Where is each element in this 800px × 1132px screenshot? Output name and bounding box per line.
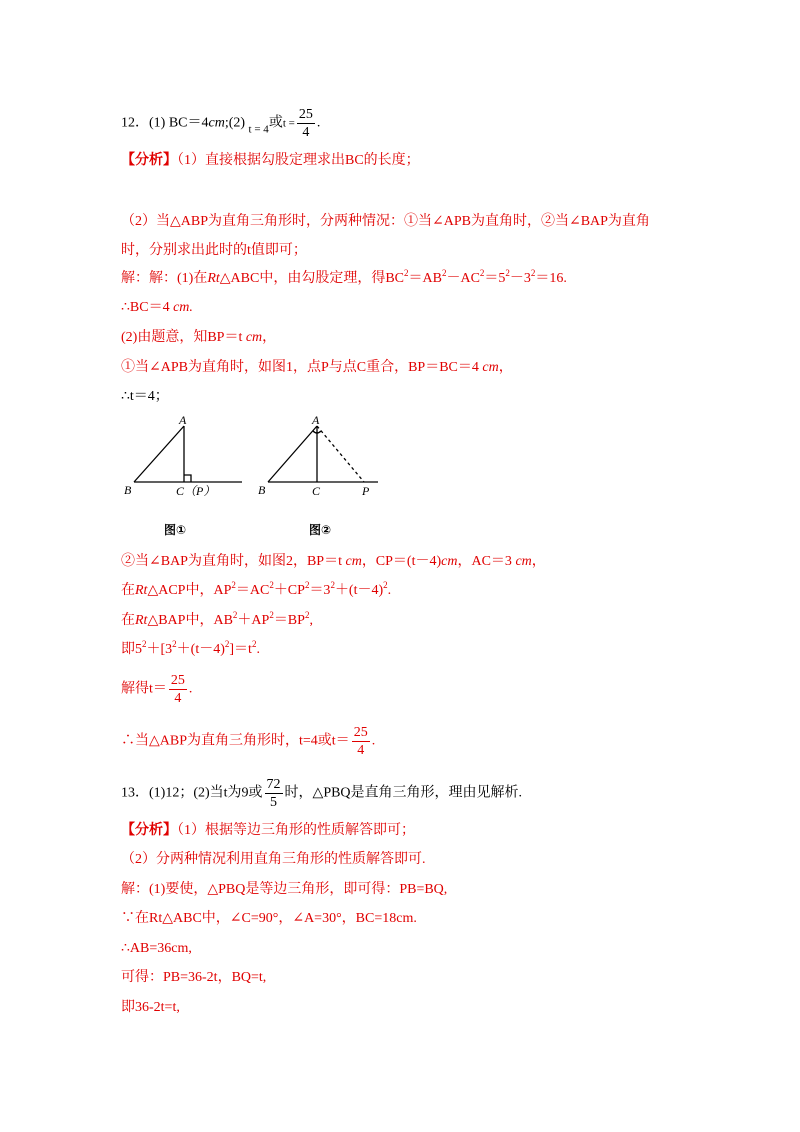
text: ②当∠BAP为直角时，如图2，BP＝t <box>121 554 346 569</box>
label-cp: C（P） <box>176 484 216 498</box>
text: ，CP＝(t－4) <box>361 554 442 569</box>
sup: 2 <box>479 268 485 278</box>
triangle-figures <box>118 410 398 545</box>
sup: 2 <box>251 639 257 649</box>
sup: 2 <box>330 580 335 590</box>
text: . <box>188 681 193 697</box>
text: 13．(1)12；(2)当t为9或 <box>121 785 263 801</box>
text: Rt <box>207 271 220 286</box>
solution-line <box>121 641 260 659</box>
text: 解：解：(1)在 <box>121 271 208 286</box>
solution-line: 即36-2t=t, <box>121 1000 180 1015</box>
text: ＋AP <box>237 613 270 628</box>
denominator: 5 <box>270 795 278 810</box>
analysis-line: （2）分两种情况利用直角三角形的性质解答即可. <box>121 852 426 867</box>
solution-line <box>121 329 276 347</box>
q12-or: 或 <box>268 115 283 131</box>
text: －3 <box>509 271 531 286</box>
analysis-tag: 【分析】 <box>121 153 177 168</box>
analysis-tag: 【分析】 <box>121 823 177 838</box>
fig1-caption: 图① <box>164 523 187 537</box>
text: ∴BC＝4 <box>121 300 174 315</box>
solution-line <box>121 582 391 600</box>
fig1-right-angle <box>184 475 191 482</box>
text: 时，△PBQ是直角三角形，理由见解析. <box>284 785 523 801</box>
fraction <box>297 106 315 141</box>
label-a: A <box>312 413 320 427</box>
text: 在 <box>121 583 135 598</box>
text: 在 <box>121 613 135 628</box>
analysis-text: （1）直接根据勾股定理求出BC的长度； <box>177 153 420 168</box>
sup: 2 <box>172 639 177 649</box>
fig2-ap-dashed <box>317 426 364 482</box>
q13-answer <box>121 776 522 811</box>
text: (2)由题意，知BP＝t <box>121 330 246 345</box>
solution-line: 可得：PB=36-2t，BQ=t, <box>121 970 267 985</box>
text: , <box>309 613 313 628</box>
denominator: 4 <box>174 691 182 706</box>
solution-line <box>121 270 567 288</box>
numerator: 25 <box>353 725 368 740</box>
text: Rt <box>135 583 148 598</box>
text: ①当∠APB为直角时，如图1，点P与点C重合，BP＝BC＝4 <box>121 360 483 375</box>
solution-line: ∴t＝4； <box>121 389 169 404</box>
label-a: A <box>179 413 187 427</box>
q12-answer <box>121 106 320 141</box>
label-b: B <box>258 483 266 497</box>
sup: 2 <box>224 639 230 649</box>
solution-line <box>121 553 546 571</box>
sup: 2 <box>505 268 510 278</box>
solution-line: 解：(1)要使，△PBQ是等边三角形，即可得：PB=BQ, <box>121 882 448 897</box>
denominator: 4 <box>302 125 310 140</box>
text: 即5 <box>121 642 142 657</box>
figure-svg <box>118 410 398 545</box>
analysis-line <box>121 822 415 840</box>
solution-line <box>121 672 192 707</box>
solution-line <box>121 724 375 759</box>
q12-t4: t = 4 <box>248 123 269 136</box>
text: ＋(t－4) <box>334 583 384 598</box>
fig2-ab-line <box>268 426 317 482</box>
text: . <box>256 642 260 657</box>
text: ]＝t <box>229 642 252 657</box>
text: ＋(t－4) <box>176 642 225 657</box>
analysis-line <box>121 152 420 170</box>
fig2-caption: 图② <box>309 523 332 537</box>
q12-t: t = <box>282 117 295 130</box>
solution-line <box>121 299 193 317</box>
sup: 2 <box>232 610 238 620</box>
text: ， <box>262 330 277 345</box>
sup: 2 <box>269 580 274 590</box>
fraction <box>265 776 283 811</box>
text: ， <box>498 360 513 375</box>
text: ＝AC <box>235 583 270 598</box>
solution-line: ∵在Rt△ABC中，∠C=90°，∠A=30°，BC=18cm. <box>121 911 417 926</box>
text: . <box>371 733 376 749</box>
sup: 2 <box>441 268 447 278</box>
analysis-line: （2）当△ABP为直角三角形时，分两种情况：①当∠APB为直角时，②当∠BAP为直角 <box>121 214 650 229</box>
label-c: C <box>312 484 321 498</box>
text: . <box>387 583 392 598</box>
text: △ACP中，AP <box>147 583 232 598</box>
fraction <box>169 672 187 707</box>
text: ＝3 <box>309 583 331 598</box>
text: △ABC中，由勾股定理，得BC <box>219 271 405 286</box>
numerator: 72 <box>266 777 281 792</box>
label-p: P <box>362 484 370 498</box>
q12-text: 12．(1) BC＝4 <box>121 115 209 131</box>
sup: 2 <box>304 610 310 620</box>
text: 解得t＝ <box>121 681 167 697</box>
text: ， <box>531 554 546 569</box>
sup: 2 <box>231 580 236 590</box>
unit: cm. <box>173 300 193 315</box>
solution-line: ∴AB=36cm, <box>121 941 192 956</box>
sup: 2 <box>530 268 536 278</box>
unit: cm <box>245 330 263 345</box>
denominator: 4 <box>357 743 365 758</box>
text: ，AC＝3 <box>457 554 516 569</box>
unit: cm <box>482 360 499 375</box>
sup: 2 <box>304 580 310 590</box>
text: ＝BP <box>273 613 305 628</box>
unit: cm <box>515 554 532 569</box>
text: Rt <box>135 613 148 628</box>
unit: cm <box>208 115 225 131</box>
q12-text: ;(2) <box>224 115 246 131</box>
solution-line <box>121 359 513 377</box>
text: ＋CP <box>273 583 305 598</box>
analysis-text: （1）根据等边三角形的性质解答即可； <box>177 823 415 838</box>
analysis-line: 时，分别求出此时的t值即可； <box>121 243 307 258</box>
fig1-ab-line <box>134 426 184 482</box>
period: . <box>316 115 321 131</box>
fraction <box>352 724 370 759</box>
solution-line <box>121 612 313 630</box>
numerator: 25 <box>298 107 313 122</box>
text: △BAP中，AB <box>147 613 233 628</box>
text: ＝AB <box>408 271 442 286</box>
unit: cm <box>345 554 362 569</box>
numerator: 25 <box>170 673 185 688</box>
sup: 2 <box>404 268 409 278</box>
text: ＝5 <box>484 271 506 286</box>
label-b: B <box>124 483 132 497</box>
text: －AC <box>446 271 480 286</box>
unit: cm <box>441 554 458 569</box>
sup: 2 <box>142 639 147 649</box>
sup: 2 <box>269 610 274 620</box>
text: ＝16. <box>535 271 567 286</box>
text: ∴当△ABP为直角三角形时，t=4或t＝ <box>121 733 350 749</box>
text: ＋[3 <box>146 642 173 657</box>
sup: 2 <box>383 580 388 590</box>
